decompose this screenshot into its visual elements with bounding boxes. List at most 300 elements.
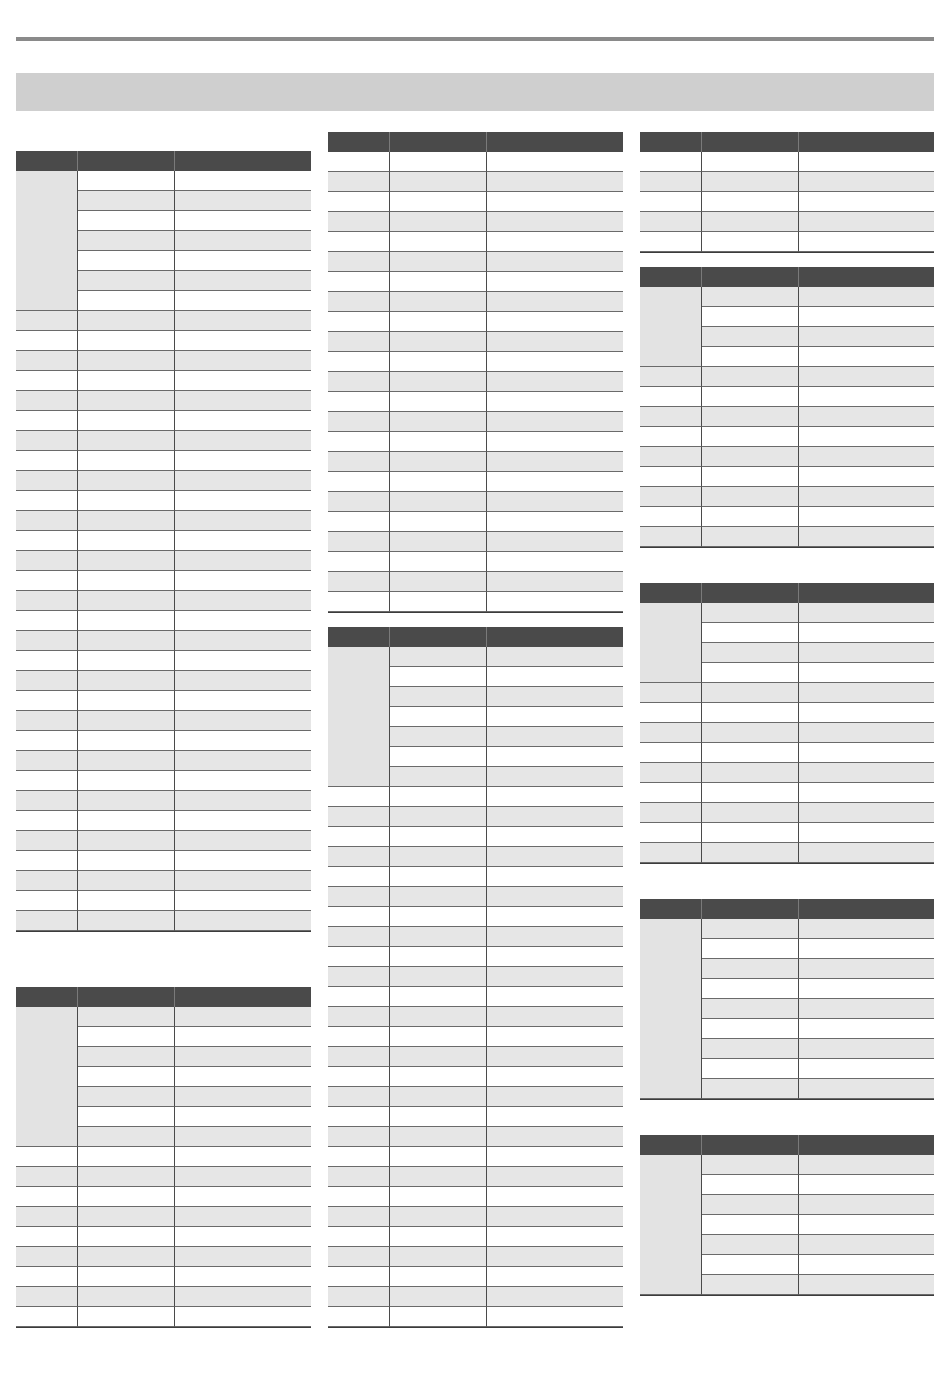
- table-cell: [328, 412, 390, 432]
- header-cell: [640, 267, 702, 287]
- table-cell: [16, 571, 78, 591]
- table-cell: [328, 1047, 390, 1067]
- table-cell: [175, 231, 311, 251]
- table-cell: [16, 1287, 78, 1307]
- table-cell: [175, 1307, 311, 1327]
- table-cell: [487, 212, 623, 232]
- table-row: [328, 332, 623, 352]
- table-row: [16, 791, 311, 811]
- table-cell: [799, 212, 934, 232]
- table-cell: [487, 452, 623, 472]
- table-cell: [390, 532, 487, 552]
- table-row: [640, 803, 934, 823]
- table-cell: [78, 571, 175, 591]
- table-cell: [702, 467, 799, 487]
- table-cell: [175, 831, 311, 851]
- table-cell: [78, 1087, 175, 1107]
- table-cell: [390, 1227, 487, 1247]
- table-cell: [328, 452, 390, 472]
- table-cell: [78, 891, 175, 911]
- table-cell: [390, 807, 487, 827]
- table-cell: [702, 1155, 799, 1175]
- header-cell: [78, 151, 175, 171]
- table-cell: [390, 1307, 487, 1327]
- group-label-cell: [640, 603, 702, 683]
- table-cell: [78, 711, 175, 731]
- table-row: [16, 511, 311, 531]
- table-cell: [702, 212, 799, 232]
- table-cell: [78, 431, 175, 451]
- table-row: [640, 843, 934, 863]
- table-cell: [702, 763, 799, 783]
- table-cell: [78, 911, 175, 931]
- table-cell: [16, 831, 78, 851]
- table-cell: [487, 1267, 623, 1287]
- table-cell: [175, 1267, 311, 1287]
- table-row: [640, 763, 934, 783]
- table-cell: [799, 307, 934, 327]
- table-cell: [487, 1027, 623, 1047]
- table-cell: [328, 807, 390, 827]
- table-cell: [328, 967, 390, 987]
- table-row: [16, 1307, 311, 1327]
- table-row: [640, 823, 934, 843]
- table-cell: [328, 1027, 390, 1047]
- table-cell: [78, 1267, 175, 1287]
- table-row: [328, 967, 623, 987]
- table-cell: [328, 1307, 390, 1327]
- header-cell: [390, 627, 487, 647]
- table-cell: [487, 512, 623, 532]
- table-cell: [390, 1047, 487, 1067]
- table-cell: [78, 1187, 175, 1207]
- table-cell: [487, 1147, 623, 1167]
- table-cell: [390, 1127, 487, 1147]
- table-cell: [328, 432, 390, 452]
- table-cell: [78, 791, 175, 811]
- table-cell: [390, 452, 487, 472]
- table-cell: [390, 887, 487, 907]
- table-cell: [390, 192, 487, 212]
- table-cell: [702, 623, 799, 643]
- table-cell: [799, 527, 934, 547]
- table-cell: [799, 192, 934, 212]
- table-cell: [640, 367, 702, 387]
- table-cell: [640, 783, 702, 803]
- table-cell: [640, 152, 702, 172]
- table-cell: [328, 887, 390, 907]
- table-cell: [390, 1207, 487, 1227]
- table-cell: [78, 811, 175, 831]
- table-row: [328, 807, 623, 827]
- table-cell: [16, 471, 78, 491]
- table-cell: [702, 1019, 799, 1039]
- table-row: [16, 891, 311, 911]
- table-cell: [390, 492, 487, 512]
- table-cell: [390, 152, 487, 172]
- table-cell: [487, 272, 623, 292]
- table-cell: [640, 172, 702, 192]
- table-cell: [390, 572, 487, 592]
- table-cell: [328, 192, 390, 212]
- table-cell: [702, 152, 799, 172]
- table-cell: [78, 391, 175, 411]
- table-cell: [328, 212, 390, 232]
- table-cell: [175, 1087, 311, 1107]
- table-cell: [328, 787, 390, 807]
- table-cell: [702, 723, 799, 743]
- table-cell: [328, 232, 390, 252]
- col3-table-c: [640, 583, 934, 864]
- table-cell: [78, 611, 175, 631]
- table-cell: [390, 392, 487, 412]
- table-cell: [487, 1107, 623, 1127]
- table-row: [328, 827, 623, 847]
- header-cell: [640, 132, 702, 152]
- table-row: [328, 292, 623, 312]
- header-cell: [16, 987, 78, 1007]
- table-row: [328, 1107, 623, 1127]
- table-row: [640, 487, 934, 507]
- table-cell: [175, 731, 311, 751]
- table-cell: [16, 1207, 78, 1227]
- table-cell: [328, 552, 390, 572]
- table-cell: [78, 1027, 175, 1047]
- table-cell: [640, 723, 702, 743]
- table-row: [328, 252, 623, 272]
- table-cell: [390, 212, 487, 232]
- table-cell: [390, 727, 487, 747]
- table-cell: [702, 527, 799, 547]
- table-row: [328, 1067, 623, 1087]
- table-cell: [799, 603, 934, 623]
- table-cell: [390, 332, 487, 352]
- table-row: [328, 172, 623, 192]
- header-cell: [640, 583, 702, 603]
- table-row: [16, 591, 311, 611]
- table-cell: [390, 1247, 487, 1267]
- table-cell: [175, 651, 311, 671]
- table-cell: [78, 411, 175, 431]
- group-label-cell: [640, 287, 702, 367]
- table-cell: [16, 791, 78, 811]
- table-cell: [390, 292, 487, 312]
- table-cell: [702, 643, 799, 663]
- table-row: [16, 771, 311, 791]
- table-cell: [328, 1007, 390, 1027]
- table-cell: [487, 727, 623, 747]
- table-cell: [702, 232, 799, 252]
- table-cell: [799, 1255, 934, 1275]
- table-cell: [640, 507, 702, 527]
- table-row: [16, 911, 311, 931]
- table-row: [328, 1087, 623, 1107]
- table-cell: [328, 512, 390, 532]
- table-cell: [487, 532, 623, 552]
- header-cell: [799, 899, 934, 919]
- table-row: [16, 431, 311, 451]
- table-cell: [487, 552, 623, 572]
- table-cell: [640, 427, 702, 447]
- table-cell: [175, 871, 311, 891]
- table-cell: [328, 1087, 390, 1107]
- table-cell: [390, 967, 487, 987]
- table-cell: [487, 1307, 623, 1327]
- col1-table-a: [16, 151, 311, 932]
- table-row: [328, 1207, 623, 1227]
- header-cell: [328, 132, 390, 152]
- table-cell: [390, 867, 487, 887]
- table-cell: [16, 631, 78, 651]
- table-row: [640, 152, 934, 172]
- table-cell: [16, 911, 78, 931]
- table-cell: [487, 172, 623, 192]
- table-cell: [487, 687, 623, 707]
- table-cell: [78, 771, 175, 791]
- table-header-row: [16, 987, 311, 1007]
- table-cell: [702, 783, 799, 803]
- table-cell: [78, 371, 175, 391]
- table-cell: [328, 472, 390, 492]
- table-cell: [175, 751, 311, 771]
- table-row: [328, 1307, 623, 1327]
- table-cell: [78, 171, 175, 191]
- table-row: [328, 232, 623, 252]
- header-cell: [175, 151, 311, 171]
- table-row: [328, 847, 623, 867]
- table-cell: [702, 287, 799, 307]
- table-cell: [799, 1059, 934, 1079]
- table-cell: [390, 1087, 487, 1107]
- table-cell: [78, 1007, 175, 1027]
- table-cell: [16, 1247, 78, 1267]
- table-cell: [175, 711, 311, 731]
- table-cell: [640, 212, 702, 232]
- table-cell: [799, 823, 934, 843]
- table-cell: [799, 1175, 934, 1195]
- table-cell: [640, 703, 702, 723]
- table-cell: [487, 847, 623, 867]
- table-row: [16, 611, 311, 631]
- table-cell: [799, 683, 934, 703]
- table-cell: [16, 311, 78, 331]
- table-cell: [78, 211, 175, 231]
- table-cell: [640, 192, 702, 212]
- table-row: [328, 532, 623, 552]
- table-row: [328, 1007, 623, 1027]
- table-cell: [390, 472, 487, 492]
- table-cell: [390, 827, 487, 847]
- table-cell: [16, 671, 78, 691]
- col2-table-b: [328, 627, 623, 1328]
- table-cell: [175, 611, 311, 631]
- table-cell: [16, 871, 78, 891]
- table-cell: [78, 731, 175, 751]
- table-cell: [702, 427, 799, 447]
- title-band: [16, 73, 934, 111]
- table-row: [16, 731, 311, 751]
- table-cell: [702, 507, 799, 527]
- table-cell: [175, 211, 311, 231]
- table-cell: [16, 1187, 78, 1207]
- header-cell: [390, 132, 487, 152]
- table-cell: [640, 843, 702, 863]
- table-cell: [328, 572, 390, 592]
- table-row: [16, 811, 311, 831]
- table-row: [16, 871, 311, 891]
- table-row: [16, 1147, 311, 1167]
- table-cell: [640, 803, 702, 823]
- table-row: [328, 907, 623, 927]
- table-row: [328, 867, 623, 887]
- table-row: [328, 887, 623, 907]
- table-cell: [487, 967, 623, 987]
- table-cell: [328, 532, 390, 552]
- table-cell: [175, 1067, 311, 1087]
- header-cell: [799, 267, 934, 287]
- table-cell: [328, 1287, 390, 1307]
- table-cell: [78, 291, 175, 311]
- table-row: [328, 392, 623, 412]
- table-cell: [78, 231, 175, 251]
- table-cell: [702, 703, 799, 723]
- table-cell: [702, 1235, 799, 1255]
- group-label-cell: [16, 171, 78, 311]
- table-cell: [328, 1167, 390, 1187]
- table-row: [16, 1227, 311, 1247]
- table-cell: [799, 939, 934, 959]
- table-cell: [16, 851, 78, 871]
- table-cell: [328, 1107, 390, 1127]
- table-cell: [78, 1307, 175, 1327]
- table-row: [16, 451, 311, 471]
- table-cell: [487, 432, 623, 452]
- table-row: [16, 391, 311, 411]
- table-row: [640, 743, 934, 763]
- table-cell: [487, 767, 623, 787]
- table-cell: [487, 1127, 623, 1147]
- table-cell: [328, 947, 390, 967]
- table-cell: [328, 907, 390, 927]
- table-cell: [702, 959, 799, 979]
- table-cell: [390, 947, 487, 967]
- table-cell: [328, 292, 390, 312]
- table-cell: [78, 751, 175, 771]
- table-row: [16, 331, 311, 351]
- table-cell: [16, 531, 78, 551]
- table-cell: [16, 511, 78, 531]
- table-cell: [175, 1047, 311, 1067]
- table-cell: [487, 1247, 623, 1267]
- header-cell: [16, 151, 78, 171]
- table-cell: [799, 1019, 934, 1039]
- table-row: [640, 783, 934, 803]
- table-row: [16, 1267, 311, 1287]
- table-row: [328, 352, 623, 372]
- table-cell: [487, 807, 623, 827]
- table-cell: [640, 823, 702, 843]
- table-cell: [487, 372, 623, 392]
- table-cell: [799, 152, 934, 172]
- table-cell: [328, 867, 390, 887]
- table-cell: [78, 471, 175, 491]
- table-cell: [175, 891, 311, 911]
- table-cell: [799, 1155, 934, 1175]
- col3-table-d: [640, 899, 934, 1100]
- table-cell: [702, 1255, 799, 1275]
- table-row: [328, 152, 623, 172]
- table-row: [16, 851, 311, 871]
- table-row: [640, 507, 934, 527]
- table-cell: [175, 171, 311, 191]
- table-cell: [175, 1207, 311, 1227]
- table-cell: [487, 472, 623, 492]
- table-cell: [487, 1227, 623, 1247]
- table-cell: [175, 1147, 311, 1167]
- table-cell: [487, 907, 623, 927]
- table-cell: [16, 411, 78, 431]
- table-cell: [78, 1167, 175, 1187]
- table-cell: [702, 1079, 799, 1099]
- header-cell: [487, 627, 623, 647]
- header-cell: [702, 583, 799, 603]
- table-cell: [702, 1039, 799, 1059]
- table-cell: [78, 1047, 175, 1067]
- table-cell: [78, 591, 175, 611]
- col3-table-b: [640, 267, 934, 548]
- table-cell: [702, 803, 799, 823]
- table-cell: [175, 911, 311, 931]
- table-cell: [487, 592, 623, 612]
- table-header-row: [328, 627, 623, 647]
- table-cell: [487, 332, 623, 352]
- table-cell: [78, 831, 175, 851]
- table-row: [328, 432, 623, 452]
- table-cell: [487, 707, 623, 727]
- group-label-cell: [328, 647, 390, 787]
- table-cell: [799, 843, 934, 863]
- table-cell: [390, 372, 487, 392]
- table-cell: [390, 907, 487, 927]
- table-cell: [799, 703, 934, 723]
- table-row: [328, 787, 623, 807]
- table-cell: [16, 1147, 78, 1167]
- table-cell: [799, 919, 934, 939]
- table-header-row: [640, 267, 934, 287]
- table-cell: [78, 351, 175, 371]
- table-cell: [487, 1207, 623, 1227]
- table-cell: [390, 232, 487, 252]
- table-row: [16, 711, 311, 731]
- table-cell: [390, 1067, 487, 1087]
- table-cell: [799, 1195, 934, 1215]
- table-cell: [799, 467, 934, 487]
- table-cell: [328, 392, 390, 412]
- table-cell: [175, 331, 311, 351]
- table-cell: [78, 1227, 175, 1247]
- table-cell: [16, 711, 78, 731]
- table-cell: [487, 1047, 623, 1067]
- table-cell: [78, 1247, 175, 1267]
- table-row: [640, 192, 934, 212]
- table-cell: [16, 891, 78, 911]
- table-cell: [390, 432, 487, 452]
- table-cell: [487, 1067, 623, 1087]
- table-cell: [78, 511, 175, 531]
- table-cell: [702, 487, 799, 507]
- table-cell: [390, 747, 487, 767]
- table-cell: [390, 1107, 487, 1127]
